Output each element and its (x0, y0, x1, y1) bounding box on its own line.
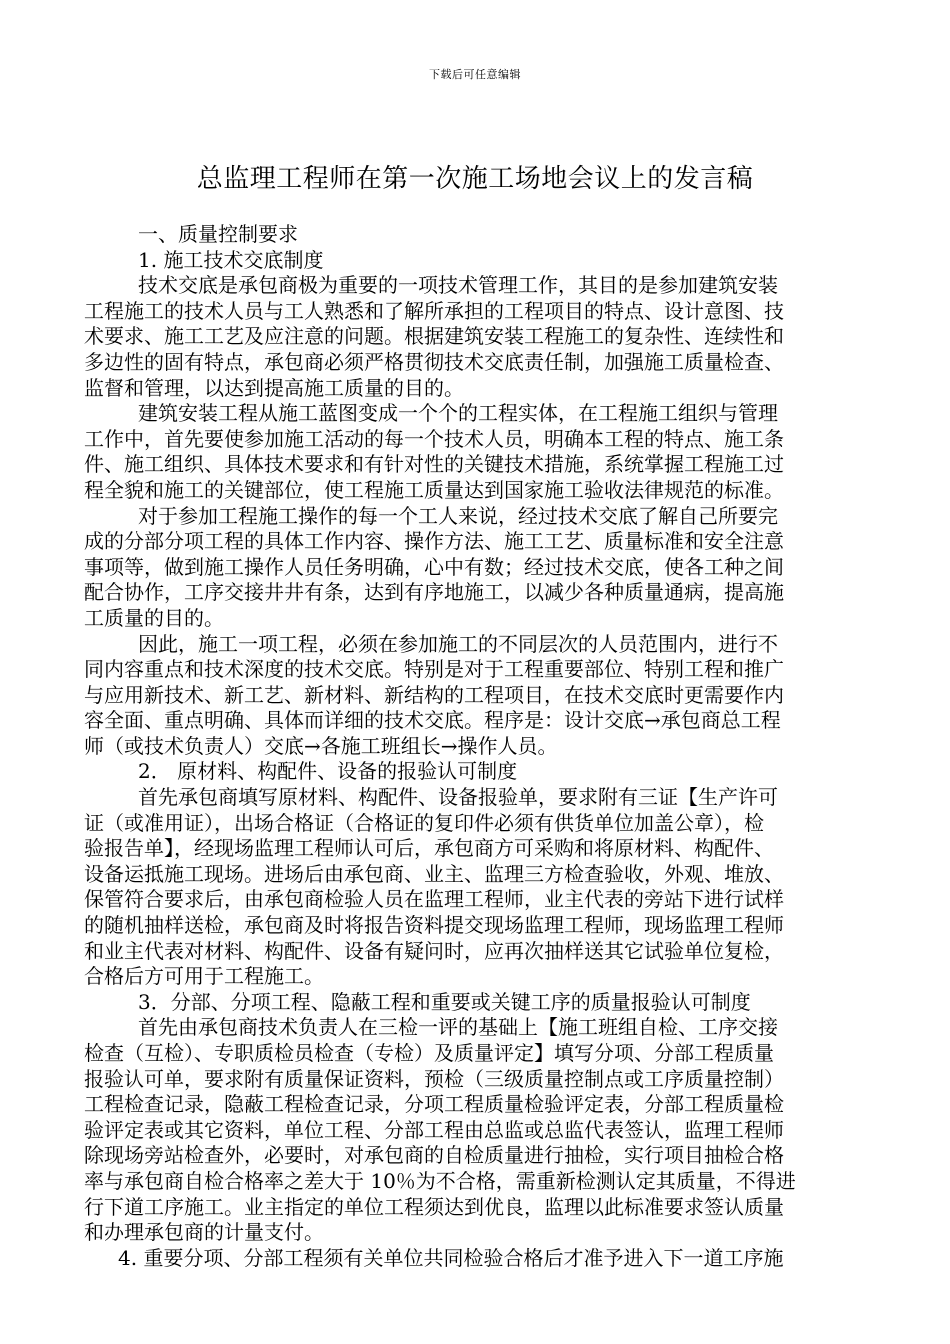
paragraph-line: 率与承包商自检合格率之差大于 10％为不合格，需重新检测认定其质量，不得进 (84, 1168, 796, 1193)
paragraph-line: 证（或准用证），出场合格证（合格证的复印件必须有供货单位加盖公章），检 (84, 810, 764, 835)
paragraph-line: 师（或技术负责人）交底→各施工班组长→操作人员。 (84, 733, 558, 758)
paragraph-line: 的随机抽样送检，承包商及时将报告资料提交现场监理工程师，现场监理工程师 (84, 913, 784, 938)
header-note: 下载后可任意编辑 (429, 68, 521, 81)
paragraph-line: 工程检查记录，隐蔽工程检查记录，分项工程质量检验评定表，分部工程质量检 (84, 1092, 784, 1117)
document-body (84, 222, 869, 1271)
paragraph-line: 同内容重点和技术深度的技术交底。特别是对于工程重要部位、特别工程和推广 (84, 657, 784, 682)
paragraph-line: 配合协作，工序交接井井有条，达到有序地施工，以减少各种质量通病，提高施 (84, 580, 784, 605)
paragraph-6 (84, 1015, 869, 1245)
paragraph-line: 除现场旁站检查外，必要时，对承包商的自检质量进行抽检，实行项目抽检合格 (84, 1143, 784, 1168)
document-title: 总监理工程师在第一次施工场地会议上的发言稿 (196, 164, 754, 194)
paragraph-line: 验报告单】，经现场监理工程师认可后，承包商方可采购和将原材料、构配件、 (84, 836, 774, 861)
subsection-heading-quality-inspection: 3．分部、分项工程、隐蔽工程和重要或关键工序的质量报验认可制度 (138, 989, 751, 1014)
paragraph-1 (84, 273, 869, 401)
paragraph-4 (84, 632, 869, 760)
paragraph-line: 首先由承包商技术负责人在三检一评的基础上【施工班组自检、工序交接 (138, 1015, 778, 1040)
subsection-heading-tech-disclosure: 1. 施工技术交底制度 (138, 247, 324, 272)
paragraph-line: 技术交底是承包商极为重要的一项技术管理工作，其目的是参加建筑安装 (138, 273, 778, 298)
paragraph-line: 行下道工序施工。业主指定的单位工程须达到优良，监理以此标准要求签认质量 (84, 1194, 784, 1219)
paragraph-line: 验评定表或其它资料，单位工程、分部工程由总监或总监代表签认，监理工程师 (84, 1117, 784, 1142)
paragraph-line: 事项等，做到施工操作人员任务明确，心中有数；经过技术交底，使各工种之间 (84, 554, 784, 579)
paragraph-line: 检查（互检）、专职质检员检查（专检）及质量评定】填写分项、分部工程质量 (84, 1041, 774, 1065)
subsection-heading-materials: 2． 原材料、构配件、设备的报验认可制度 (138, 759, 518, 784)
paragraph-line: 首先承包商填写原材料、构配件、设备报验单，要求附有三证【生产许可 (138, 785, 778, 810)
section-heading-quality-control: 一、质量控制要求 (138, 222, 298, 246)
paragraph-line: 工作中，首先要使参加施工活动的每一个技术人员，明确本工程的特点、施工条 (84, 426, 784, 451)
paragraph-line: 合格后方可用于工程施工。 (84, 964, 324, 989)
paragraph-2 (84, 401, 869, 503)
paragraph-line: 建筑安装工程从施工蓝图变成一个个的工程实体，在工程施工组织与管理 (138, 401, 778, 426)
paragraph-line: 件、施工组织、具体技术要求和有针对性的关键技术措施，系统掌握工程施工过 (84, 452, 784, 477)
paragraph-line: 设备运抵施工现场。进场后由承包商、业主、监理三方检查验收，外观、堆放、 (84, 861, 784, 886)
subsection-heading-joint-inspection: 4. 重要分项、分部工程须有关单位共同检验合格后才准予进入下一道工序施 (118, 1245, 784, 1270)
paragraph-line: 保管符合要求后，由承包商检验人员在监理工程师，业主代表的旁站下进行试样 (84, 887, 784, 912)
paragraph-line: 工程施工的技术人员与工人熟悉和了解所承担的工程项目的特点、设计意图、技 (84, 298, 784, 323)
paragraph-line: 工质量的目的。 (84, 605, 224, 630)
paragraph-line: 成的分部分项工程的具体工作内容、操作方法、施工工艺、质量标准和安全注意 (84, 529, 784, 554)
paragraph-line: 和办理承包商的计量支付。 (84, 1220, 324, 1245)
paragraph-line: 因此，施工一项工程，必须在参加施工的不同层次的人员范围内，进行不 (138, 631, 778, 656)
paragraph-line: 和业主代表对材料、构配件、设备有疑问时，应再次抽样送其它试验单位复检， (84, 938, 784, 963)
paragraph-line: 监督和管理，以达到提高施工质量的目的。 (84, 375, 464, 400)
paragraph-line: 术要求、施工工艺及应注意的问题。根据建筑安装工程施工的复杂性、连续性和 (84, 324, 784, 349)
paragraph-line: 报验认可单，要求附有质量保证资料，预检（三级质量控制点或工序质量控制） (84, 1066, 784, 1091)
paragraph-line: 多边性的固有特点，承包商必须严格贯彻技术交底责任制，加强施工质量检查、 (84, 349, 784, 374)
paragraph-line: 程全貌和施工的关键部位，使工程施工质量达到国家施工验收法律规范的标准。 (84, 477, 784, 502)
paragraph-5 (84, 785, 869, 990)
paragraph-line: 与应用新技术、新工艺、新材料、新结构的工程项目，在技术交底时更需要作内 (84, 682, 784, 707)
paragraph-3 (84, 504, 869, 632)
paragraph-line: 容全面、重点明确、具体而详细的技术交底。程序是：设计交底→承包商总工程 (84, 708, 781, 733)
paragraph-line: 对于参加工程施工操作的每一个工人来说，经过技术交底了解自己所要完 (138, 503, 778, 528)
